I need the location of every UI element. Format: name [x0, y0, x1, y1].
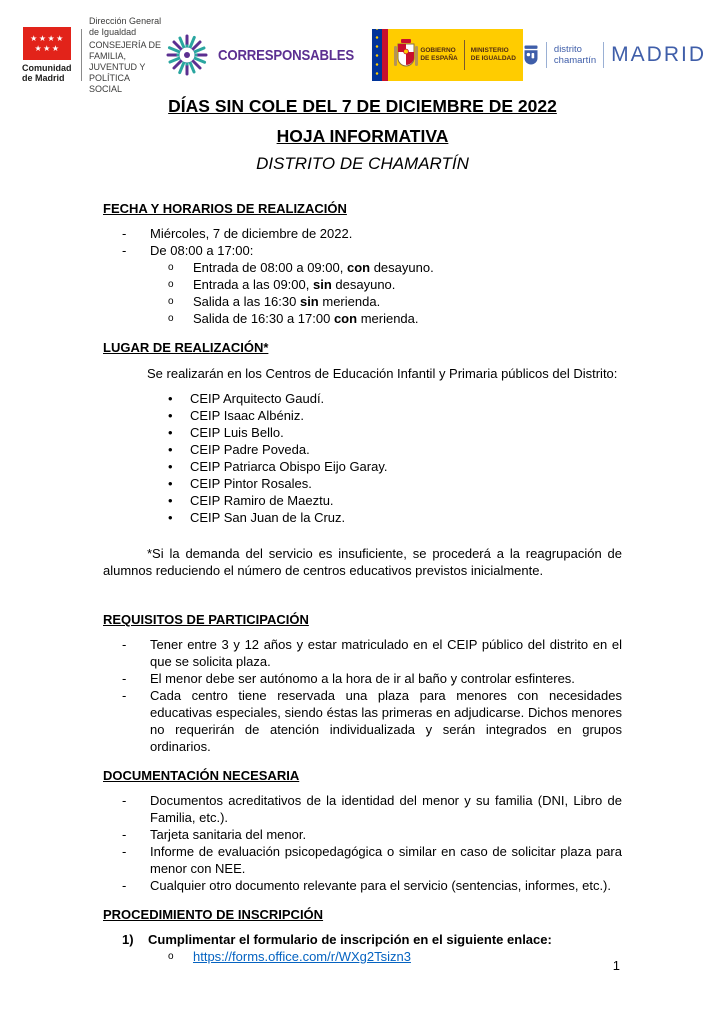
- dash-bullet-icon: -: [122, 878, 127, 893]
- document-text: Tarjeta sanitaria del menor.: [150, 827, 307, 842]
- dash-bullet-icon: -: [122, 671, 127, 686]
- circle-bullet-icon: o: [168, 296, 174, 307]
- list-item: [103, 509, 622, 526]
- list-item: [103, 475, 622, 492]
- list-item: [103, 390, 622, 407]
- school-name: CEIP Padre Poveda.: [190, 442, 310, 457]
- requirement-text: Cada centro tiene reservada una plaza para menores con necesidades educativas especiales, siendo éstas las primeras en adjudicarse. Dichos menores no requerirán de atención individualizada y serán integrados en grupos ordinarios.: [150, 688, 622, 754]
- schedule-list: [103, 225, 622, 327]
- list-item: [103, 441, 622, 458]
- gobierno-text: [420, 47, 457, 63]
- logo-bar: [22, 15, 706, 94]
- dash-bullet-icon: -: [122, 844, 127, 859]
- section-heading-lugar: LUGAR DE REALIZACIÓN*: [103, 340, 269, 355]
- circle-bullet-icon: o: [168, 313, 174, 324]
- list-item: [103, 843, 622, 877]
- comunidad-department: [89, 16, 164, 95]
- requirement-text: El menor debe ser autónomo a la hora de ir al baño y controlar esfinteres.: [150, 671, 575, 686]
- disc-bullet-icon: •: [168, 425, 173, 440]
- comunidad-madrid-flag-icon: [23, 27, 71, 60]
- vertical-divider: [546, 42, 547, 68]
- list-item: [103, 636, 622, 670]
- document-title: DÍAS SIN COLE DEL 7 DE DICIEMBRE DE 2022: [168, 96, 557, 116]
- stars-row-icon: ★★★: [34, 43, 61, 53]
- school-name: CEIP Patriarca Obispo Eijo Garay.: [190, 459, 388, 474]
- list-item: [103, 310, 622, 327]
- ministerio-line: MINISTERIO: [470, 47, 509, 54]
- gobierno-line: DE ESPAÑA: [420, 55, 458, 62]
- list-item-text: De 08:00 a 17:00:: [150, 243, 254, 258]
- dash-bullet-icon: -: [122, 226, 127, 241]
- step-number: 1): [122, 932, 134, 947]
- disc-bullet-icon: •: [168, 493, 173, 508]
- section-heading-fecha: FECHA Y HORARIOS DE REALIZACIÓN: [103, 201, 347, 216]
- procedure-list: [103, 931, 622, 965]
- vertical-divider: [464, 40, 465, 70]
- section-heading-requisitos: REQUISITOS DE PARTICIPACIÓN: [103, 612, 309, 627]
- dash-bullet-icon: -: [122, 827, 127, 842]
- list-item: [103, 931, 622, 948]
- comunidad-name-line: de Madrid: [22, 73, 65, 83]
- dash-bullet-icon: -: [122, 243, 127, 258]
- location-intro: Se realizarán en los Centros de Educación Infantil y Primaria públicos del Distrito:: [147, 366, 618, 381]
- district-line: distrito: [553, 43, 582, 55]
- corresponsables-logo: [164, 32, 373, 78]
- madrid-wordmark: MADRID: [611, 43, 706, 66]
- section-heading-documentacion: DOCUMENTACIÓN NECESARIA: [103, 768, 300, 783]
- document-text: Informe de evaluación psicopedagógica o similar en caso de solicitar plaza para menor con NEE.: [150, 844, 622, 876]
- stars-row-icon: ★★★★: [30, 33, 65, 43]
- disc-bullet-icon: •: [168, 459, 173, 474]
- circle-bullet-icon: o: [168, 951, 174, 962]
- inscription-form-link[interactable]: https://forms.office.com/r/WXg2Tsizn3: [193, 949, 411, 964]
- disc-bullet-icon: •: [168, 442, 173, 457]
- list-item-text: Entrada a las 09:00, sin desayuno.: [193, 277, 396, 292]
- school-name: CEIP Pintor Rosales.: [190, 476, 312, 491]
- school-name: CEIP Luis Bello.: [190, 425, 284, 440]
- corresponsables-wordmark: CORRESPONSABLES: [217, 46, 354, 64]
- schools-list: [103, 390, 622, 526]
- regrouping-note: *Si la demanda del servicio es insuficiente, se procederá a la reagrupación de alumnos reduciendo el número de centros educativos previstos inicialmente.: [103, 546, 622, 578]
- school-name: CEIP Isaac Albéniz.: [190, 408, 304, 423]
- department-line: Dirección General de Igualdad: [89, 15, 162, 37]
- eu-flag-strip-icon: [372, 29, 382, 81]
- department-line: CONSEJERÍA DE FAMILIA,: [89, 39, 162, 61]
- gobierno-line: GOBIERNO: [420, 47, 456, 54]
- disc-bullet-icon: •: [168, 476, 173, 491]
- list-item: [103, 242, 622, 259]
- list-item: [103, 948, 622, 965]
- document-district: DISTRITO DE CHAMARTÍN: [256, 154, 469, 173]
- school-name: CEIP Arquitecto Gaudí.: [190, 391, 325, 406]
- list-item: [103, 670, 622, 687]
- gobierno-de-espana-logo: [372, 29, 523, 81]
- documentation-list: [103, 792, 622, 894]
- disc-bullet-icon: •: [168, 408, 173, 423]
- list-item-text: Miércoles, 7 de diciembre de 2022.: [150, 226, 353, 241]
- district-line: chamartín: [553, 55, 597, 66]
- dash-bullet-icon: -: [122, 637, 127, 652]
- dash-bullet-icon: -: [122, 688, 127, 703]
- comunidad-name-line: Comunidad: [22, 62, 72, 73]
- list-item-text: Salida de 16:30 a 17:00 con merienda.: [193, 311, 419, 326]
- comunidad-name: [22, 63, 72, 84]
- school-name: CEIP San Juan de la Cruz.: [190, 510, 346, 525]
- step-text: Cumplimentar el formulario de inscripción en el siguiente enlace:: [148, 932, 552, 947]
- list-item-text: Salida a las 16:30 sin merienda.: [193, 294, 381, 309]
- disc-bullet-icon: •: [168, 510, 173, 525]
- circle-bullet-icon: o: [168, 279, 174, 290]
- list-item: [103, 259, 622, 276]
- gobierno-main-panel: [388, 29, 523, 81]
- circle-bullet-icon: o: [168, 262, 174, 273]
- district-label: [554, 44, 596, 67]
- spain-coat-of-arms-icon: [392, 36, 420, 74]
- school-name: CEIP Ramiro de Maeztu.: [190, 493, 334, 508]
- document-subtitle: HOJA INFORMATIVA: [276, 126, 449, 146]
- list-item: [103, 225, 622, 242]
- document-text: Documentos acreditativos de la identidad del menor y su familia (DNI, Libro de Familia, etc.).: [150, 793, 622, 825]
- list-item: [103, 407, 622, 424]
- comunidad-de-madrid-logo: [22, 16, 164, 95]
- vertical-divider: [81, 29, 82, 81]
- document-text: Cualquier otro documento relevante para el servicio (sentencias, informes, etc.).: [150, 878, 611, 893]
- list-item: [103, 458, 622, 475]
- list-item: [103, 687, 622, 755]
- list-item: [103, 424, 622, 441]
- ayuntamiento-madrid-logo: [523, 42, 706, 68]
- comunidad-flag-block: [22, 27, 72, 84]
- madrid-shield-icon: [523, 45, 539, 66]
- page-number: 1: [612, 958, 620, 973]
- dash-bullet-icon: -: [122, 793, 127, 808]
- department-line: JUVENTUD Y POLÍTICA SOCIAL: [89, 61, 146, 94]
- list-item: [103, 877, 622, 894]
- requirements-list: [103, 636, 622, 755]
- ministerio-text: [471, 47, 516, 63]
- document-content: [103, 86, 622, 965]
- list-item-text: Entrada de 08:00 a 09:00, con desayuno.: [193, 260, 434, 275]
- ministerio-line: DE IGUALDAD: [470, 55, 516, 62]
- list-item: [103, 792, 622, 826]
- list-item: [103, 826, 622, 843]
- corresponsables-snowflake-icon: [164, 32, 210, 78]
- list-item: [103, 293, 622, 310]
- section-heading-procedimiento: PROCEDIMIENTO DE INSCRIPCIÓN: [103, 907, 324, 922]
- list-item: [103, 276, 622, 293]
- requirement-text: Tener entre 3 y 12 años y estar matriculado en el CEIP público del distrito en el que se solicita plaza.: [150, 637, 622, 669]
- link-wrapper: [193, 948, 622, 965]
- list-item: [103, 492, 622, 509]
- disc-bullet-icon: •: [168, 391, 173, 406]
- vertical-divider: [603, 42, 604, 68]
